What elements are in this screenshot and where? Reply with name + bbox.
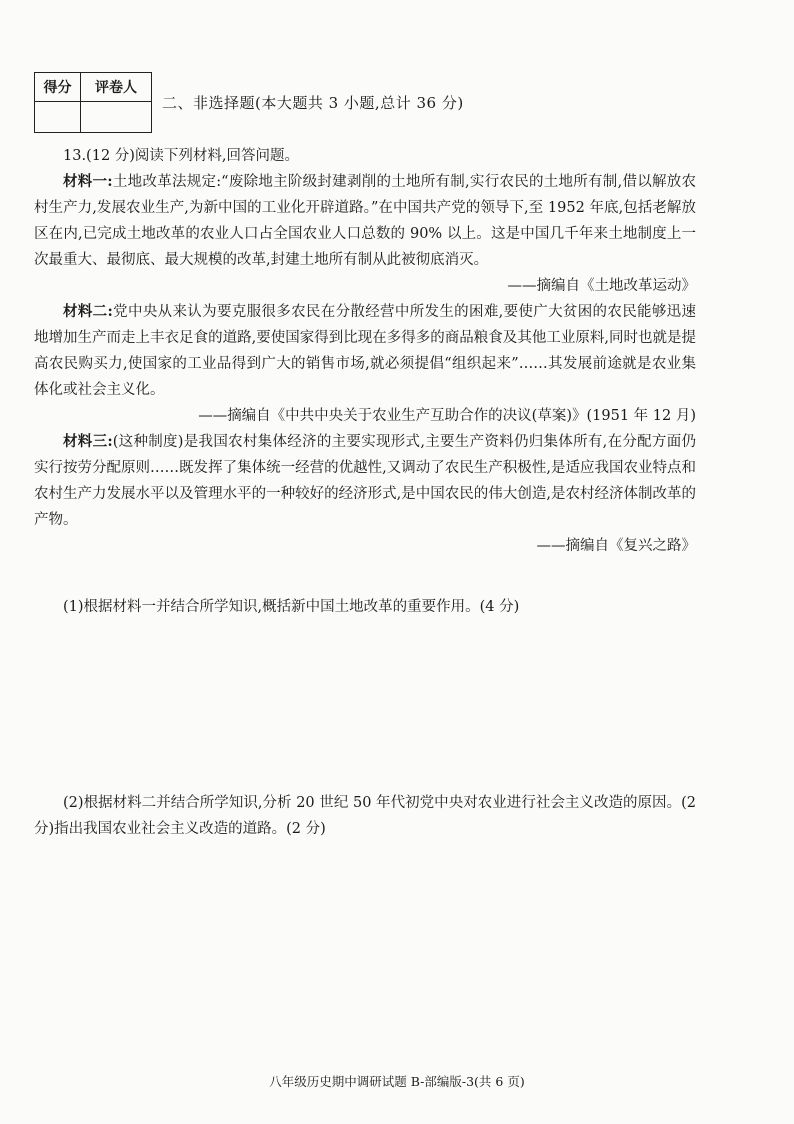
question-13 bbox=[34, 143, 696, 559]
material-1-text: 土地改革法规定:“废除地主阶级封建剥削的土地所有制,实行农民的土地所有制,借以解放农村生产力,发展农业生产,为新中国的工业化开辟道路。”在中国共产党的领导下,至 1952 年底,包括老解放区在内,已完成土地改革的农业人口占全国农业人口总数的 90% 以上。这是中国几千年来土地制度上一次最重大、最彻底、最大规模的改革,封建土地所有制从此被彻底消灭。 bbox=[34, 174, 697, 268]
score-header: 得分 bbox=[35, 73, 81, 102]
material-1-source: ——摘编自《土地改革运动》 bbox=[507, 278, 696, 294]
material-1-label: 材料一: bbox=[63, 173, 113, 190]
page-footer: 八年级历史期中调研试题 B-部编版-3(共 6 页) bbox=[269, 1074, 525, 1089]
material-3-label: 材料三: bbox=[63, 433, 113, 450]
sub-question-2: (2)根据材料二并结合所学知识,分析 20 世纪 50 年代初党中央对农业进行社会主义改造的原因。(2 分)指出我国农业社会主义改造的道路。(2 分) bbox=[34, 795, 696, 837]
grader-cell[interactable] bbox=[81, 102, 152, 133]
material-2-label: 材料二: bbox=[63, 303, 113, 320]
score-box bbox=[34, 72, 152, 133]
material-3-text: (这种制度)是我国农村集体经济的主要实现形式,主要生产资料仍归集体所有,在分配方面仍实行按劳分配原则……既发挥了集体统一经营的优越性,又调动了农民生产积极性,是适应我国农业特点和农村生产力发展水平以及管理水平的一种较好的经济形式,是中国农民的伟大创造,是农村经济体制改革的产物。 bbox=[34, 434, 696, 528]
score-cell[interactable] bbox=[35, 102, 81, 133]
question-13-intro: 13.(12 分)阅读下列材料,回答问题。 bbox=[63, 148, 300, 164]
material-2 bbox=[34, 299, 696, 403]
material-3-source: ——摘编自《复兴之路》 bbox=[536, 538, 696, 554]
material-3 bbox=[34, 429, 696, 533]
material-2-text: 党中央从来认为要克服很多农民在分散经营中所发生的困难,要使广大贫困的农民能够迅速地增加生产而走上丰衣足食的道路,要使国家得到比现在多得多的商品粮食及其他工业原料,同时也就是提高农民购买力,使国家的工业品得到广大的销售市场,就必须提倡“组织起来”……其发展前途就是农业集体化或社会主义化。 bbox=[34, 304, 697, 398]
grader-header: 评卷人 bbox=[81, 73, 152, 102]
section-title: 二、非选择题(本大题共 3 小题,总计 36 分) bbox=[162, 94, 464, 112]
material-1 bbox=[34, 169, 696, 273]
sub-question-1: (1)根据材料一并结合所学知识,概括新中国土地改革的重要作用。(4 分) bbox=[63, 599, 520, 615]
material-2-source: ——摘编自《中共中央关于农业生产互助合作的决议(草案)》(1951 年 12 月) bbox=[198, 408, 696, 424]
